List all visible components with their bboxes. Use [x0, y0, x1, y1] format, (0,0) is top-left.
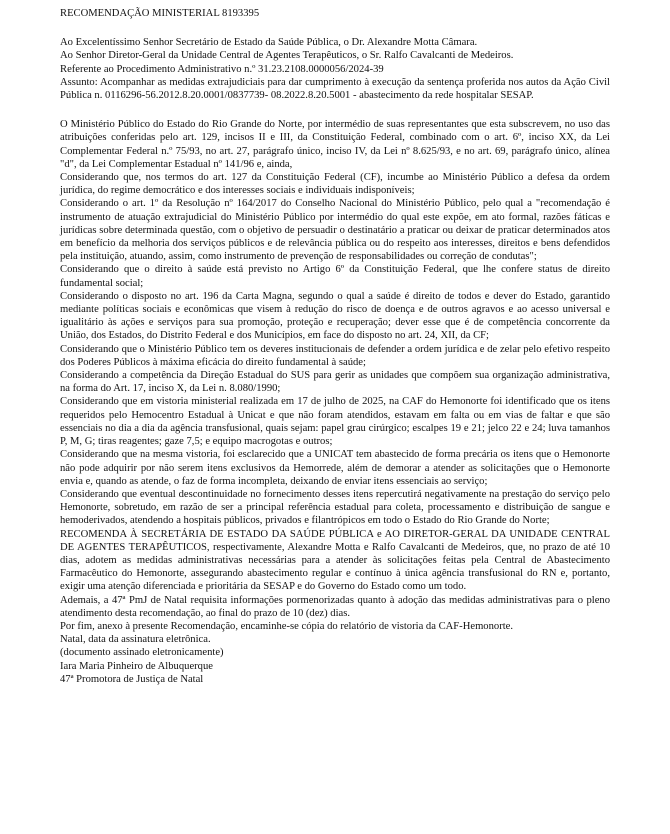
paragraph-annex: Por fim, anexo à presente Recomendação, encaminhe-se cópia do relatório de vistoria da CAF-Hemonorte. [60, 620, 514, 632]
paragraph-recommendation: RECOMENDA À SECRETÁRIA DE ESTADO DA SAÚDE PÚBLICA e AO DIRETOR-GERAL DA UNIDADE CENTRAL DE AGENTES TERAPÊUTICOS, respectivamente, Alexandre Motta e Ralfo Cavalcanti de Medeiros, que, no prazo de até 10 dias, adotem as medidas administrativas necessárias para a atender às solicitações feitas pela Central de Abastecimento Farmacêutico do Hemonorte, assegurando abastecimento regular e contínuo à única agência transfusional do RN e, portanto, exigir uma atenção diferenciada e prioritária da SESAP e do Governo do Estado como um todo. [60, 528, 610, 593]
reference-line: Referente ao Procedimento Administrativo n.º 31.23.2108.0000056/2024-39 [60, 63, 384, 75]
paragraph-considerando: Considerando o art. 1º da Resolução nº 164/2017 do Conselho Nacional do Ministério Público, pelo qual a "recomendação é instrumento de atuação extrajudicial do Ministério Público por intermédio do qual este expõe, em ato formal, razões fáticas e jurídicas sobre determinada questão, com o objetivo de persuadir o destinatário a praticar ou deixar de praticar determinados atos em benefício da melhoria dos serviços públicos e de relevância pública ou do respeito aos interesses, direitos e bens defendidos pela instituição, atuando, assim, como instrumento de prevenção de responsabilidades ou correção de condutas"; [60, 198, 610, 263]
addressee-secretary: Ao Excelentíssimo Senhor Secretário de Estado da Saúde Pública, o Dr. Alexandre Motta Câmara. [60, 37, 478, 49]
place-date: Natal, data da assinatura eletrônica. [60, 634, 211, 646]
paragraph-considerando: Considerando que o Ministério Público tem os deveres institucionais de defender a ordem jurídica e de zelar pelo efetivo respeito dos Poderes Públicos à máxima eficácia do direito fundamental à saúde; [60, 343, 610, 368]
document-title: RECOMENDAÇÃO MINISTERIAL 8193395 [60, 8, 260, 19]
signed-note: (documento assinado eletronicamente) [60, 647, 224, 659]
paragraph-considerando: Considerando que o direito à saúde está previsto no Artigo 6º da Constituição Federal, que lhe confere status de direito fundamental social; [60, 264, 610, 289]
addressee-director: Ao Senhor Diretor-Geral da Unidade Central de Agentes Terapêuticos, o Sr. Ralfo Cavalcanti de Medeiros. [60, 50, 514, 62]
signer-role: 47ª Promotora de Justiça de Natal [60, 673, 204, 685]
paragraph-requisition: Ademais, a 47ª PmJ de Natal requisita informações pormenorizadas quanto à adoção das medidas administrativas para o pleno atendimento desta recomendação, ao final do prazo de 10 (dez) dias. [60, 594, 610, 619]
paragraph-preamble: O Ministério Público do Estado do Rio Grande do Norte, por intermédio de suas representantes que esta subscrevem, no uso das atribuições conferidas pelo art. 129, incisos II e III, da Constituição Federal, combinado com o art. 6º, inciso XX, da Lei Complementar Federal n.º 75/93, no art. 27, parágrafo único, inciso IV, da Lei nº 8.625/93, e no art. 69, parágrafo único, alínea "d", da Lei Complementar Estadual nº 141/96 e, ainda, [60, 119, 610, 170]
document-header [60, 36, 610, 102]
paragraph-considerando: Considerando que eventual descontinuidade no fornecimento desses itens repercutirá negativamente na prestação do serviço pelo Hemonorte, sobretudo, em razão de ser a principal referência estadual para coleta, processamento e distribuição de sangue e hemoderivados, atendendo a hospitais públicos, privados e filantrópicos em todo o Estado do Rio Grande do Norte; [60, 488, 610, 527]
paragraph-considerando: Considerando que, nos termos do art. 127 da Constituição Federal (CF), incumbe ao Ministério Público a defesa da ordem jurídica, do regime democrático e dos interesses sociais e individuais indisponíveis; [60, 172, 610, 197]
paragraph-considerando: Considerando que na mesma vistoria, foi esclarecido que a UNICAT tem abastecido de forma precária os itens que o Hemonorte não pode adquirir por não serem itens exclusivos da Hemorrede, além de demorar a atender as solicitações que o Hemonorte envia e, quando as atende, o faz de forma incompleta, deixando de enviar itens essenciais ao serviço; [60, 449, 610, 487]
subject-line: Assunto: Acompanhar as medidas extrajudiciais para dar cumprimento à execução da sentença proferida nos autos da Ação Civil Pública n. 0116296-56.2012.8.20.0001/0837739- 08.2022.8.20.5001 - abastecimento da rede hospitalar SESAP. [60, 76, 610, 102]
document-closing [60, 633, 610, 686]
signer-name: Iara Maria Pinheiro de Albuquerque [60, 660, 213, 672]
paragraph-considerando: Considerando que em vistoria ministerial realizada em 17 de julho de 2025, na CAF do Hemonorte foi identificado que os itens requeridos pelo Hemocentro Estadual à Unicat e que não foram atendidos, estavam em falta ou em vias de faltar e que são essenciais no dia a dia da agência transfusional, quais sejam: papel grau cirúrgico; escalpes 19 e 21; jelco 22 e 24; luva tamanhos P, M, G; tiras reagentes; gaze 7,5; e equipo macrogotas e outros; [60, 396, 610, 448]
paragraph-considerando: Considerando a competência da Direção Estadual do SUS para gerir as unidades que compõem sua organização administrativa, na forma do Art. 17, inciso X, da Lei n. 8.080/1990; [60, 370, 610, 395]
document-body [60, 118, 610, 633]
paragraph-considerando: Considerando o disposto no art. 196 da Carta Magna, segundo o qual a saúde é direito de todos e dever do Estado, garantido mediante políticas sociais e econômicas que visem à redução do risco de doença e de outros agravos e ao acesso universal e igualitário às ações e serviços para sua promoção, proteção e recuperação; dever esse que é de competência concorrente da União, dos Estados, do Distrito Federal e dos Municípios, em face do disposto no art. 24, XII, da CF; [60, 290, 610, 342]
